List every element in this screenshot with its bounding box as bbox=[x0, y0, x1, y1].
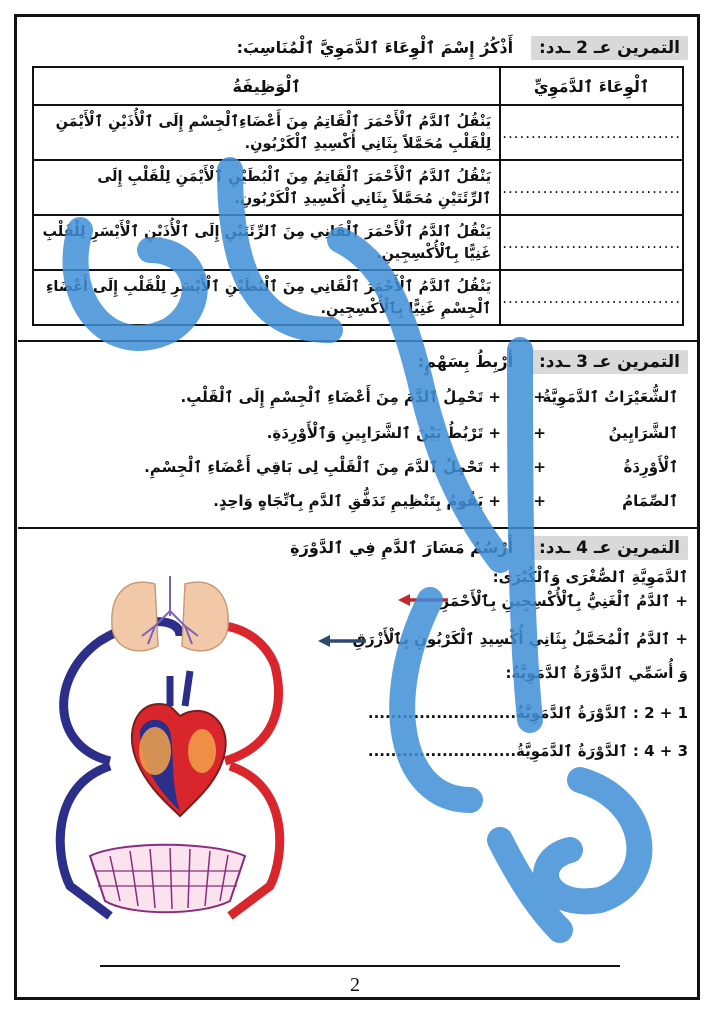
ex3-header bbox=[418, 352, 688, 372]
ex3-instruction: أَرْبِطُ بِسَهْمٍ: bbox=[417, 352, 514, 371]
match-row bbox=[30, 490, 686, 518]
match-row bbox=[30, 456, 686, 484]
ex3-label: التمرين عـ 3 ـدد: bbox=[531, 350, 688, 374]
vessels-table bbox=[32, 66, 684, 326]
ex2-instruction: أَذْكُرُ إِسْمَ ٱلْوِعَاءَ ٱلدَّمَوِيَّ ٱلْمُنَاسِبَ: bbox=[236, 38, 514, 57]
match-left-term: ٱلْأَوْرِدَةُ bbox=[623, 458, 678, 476]
circulation-diagram bbox=[30, 556, 300, 956]
match-left-plus[interactable]: + bbox=[533, 424, 546, 442]
red-arrow-icon bbox=[398, 593, 450, 607]
page-number: 2 bbox=[350, 974, 360, 996]
table-row bbox=[33, 105, 683, 160]
vessel-blank[interactable]: ............................... bbox=[500, 270, 683, 325]
table-row bbox=[33, 215, 683, 270]
section-divider bbox=[18, 527, 698, 529]
body-loop-red bbox=[230, 766, 280, 916]
lungs bbox=[112, 576, 228, 651]
blue-arrow-icon bbox=[318, 634, 368, 648]
table-row bbox=[33, 160, 683, 215]
heart bbox=[132, 671, 226, 816]
capillary-bed bbox=[90, 845, 245, 913]
col-function-header: ٱلْوَظِيفَةُ bbox=[33, 67, 500, 105]
match-right-definition: + تَحْمِلُ ٱلدَّمَ مِنَ ٱلْقَلْبِ لِى بَاقِي أَعْضَاءِ ٱلْجِسْمِ. bbox=[144, 458, 501, 476]
section-divider bbox=[18, 340, 698, 342]
match-left-term: ٱلشُّعَيْرَاتُ ٱلدَّمَوِيَّةُ bbox=[542, 388, 678, 406]
ex2-header bbox=[237, 38, 688, 58]
vessel-blank[interactable]: ............................... bbox=[500, 160, 683, 215]
blue-blood-legend: + ٱلدَّمُ ٱلْمُحَمَّلُ بِثَانِي أُكْسِيدِ ٱلْكَرْبُونِ بِٱلْأَزْرَقِ bbox=[352, 630, 688, 648]
vessel-blank[interactable]: ............................... bbox=[500, 215, 683, 270]
ex4-line2: ٱلدَّمَوِيَّةِ ٱلصُّغْرَى وَٱلْكُبْرَى: bbox=[492, 568, 688, 586]
match-right-definition: + تَرْبُطُ بَيْنَ ٱلشَّرَايِينِ وَٱلْأَوْرِدَةِ. bbox=[266, 424, 501, 442]
match-left-term: ٱلشَّرَايِينُ bbox=[608, 424, 678, 442]
function-text: يَنْقُلُ ٱلدَّمُ ٱلْأَحْمَرَ ٱلْقَاتِمُ مِنَ ٱلْبُطَيْنِ ٱلْأَيْمَنِ لِلْقَلْبِ إِلَى ٱلرِّئَتَيْنِ مُحَمَّلاً بِثَانِي أُكْسِيدِ ٱلْكَرْبُونِ. bbox=[33, 160, 500, 215]
red-blood-legend: + ٱلدَّمُ ٱلْغَنِيُّ بِٱلْأُكْسِجِينِ بِٱلْأَحْمَرِ bbox=[440, 592, 688, 610]
match-left-plus[interactable]: + bbox=[533, 458, 546, 476]
table-row bbox=[33, 270, 683, 325]
function-text: يَنْقُلُ ٱلدَّمُ ٱلْأَحْمَرَ ٱلْقَانِي مِنَ ٱلرِّئَتَيْنِ إِلَى ٱلْأُذَيْنِ ٱلْأَيْسَرِ لِلْقَلْبِ غَنِيًّا بِٱلْأُكْسِجِينِ. bbox=[33, 215, 500, 270]
match-left-term: ٱلصِّمَامُ bbox=[622, 492, 678, 510]
match-left-plus[interactable]: + bbox=[533, 492, 546, 510]
cycle-name-prompt: وَ أُسَمِّي ٱلدَّوْرَةُ ٱلدَّمَوِيَّةُ: bbox=[505, 664, 688, 682]
vessel-blank[interactable]: ............................... bbox=[500, 105, 683, 160]
match-row bbox=[30, 422, 686, 450]
match-right-definition: + يَقُومُ بِتَنْظِيمِ تَدَفُّقِ ٱلدَّمِ بِٱتِّجَاهٍ وَاحِدٍ. bbox=[213, 492, 501, 510]
match-row bbox=[30, 386, 686, 414]
function-text: يَنْقُلُ ٱلدَّمُ ٱلْأَحْمَرَ ٱلْقَاتِمُ مِنَ أَعْضَاءِٱلْجِسْمِ إِلَى ٱلْأُذَيْنِ ٱلْأَيْمَنِ لِلْقَلْبِ مُحَمَّلاً بِثَانِي أُكْسِيدِ ٱلْكَرْبُونِ. bbox=[33, 105, 500, 160]
function-text: يَنْقُلُ ٱلدَّمُ ٱلْأَحْمَرَ ٱلْقَانِي مِنَ ٱلْبُطَيْنِ ٱلْأَيْسَرِ لِلْقَلْبِ إِلَى أَعْضَاءِ ٱلْجِسْمِ غَنِيًّا بِٱلْأُكْسِجِينِ. bbox=[33, 270, 500, 325]
match-right-definition: + تَحْمِلُ ٱلدَّمَ مِنَ أَعْضَاءِ ٱلْجِسْمِ إِلَى ٱلْقَلْبِ. bbox=[180, 388, 501, 406]
ex4-instruction: أَرْسُمُ مَسَارَ ٱلدَّمِ فِي ٱلدَّوْرَةِ bbox=[290, 538, 514, 557]
ex4-header bbox=[290, 538, 688, 558]
col-vessel-header: ٱلْوِعَاءَ ٱلدَّمَوِيِّ bbox=[500, 67, 683, 105]
ex2-label: التمرين عـ 2 ـدد: bbox=[531, 36, 688, 60]
cycle-2-answer[interactable]: 3 + 4 : ٱلدَّوْرَةُ ٱلدَّمَوِيَّةُ.......................... bbox=[367, 742, 688, 760]
footer-rule bbox=[100, 965, 620, 967]
ex4-label: التمرين عـ 4 ـدد: bbox=[531, 536, 688, 560]
cycle-1-answer[interactable]: 1 + 2 : ٱلدَّوْرَةُ ٱلدَّمَوِيَّةُ.......................... bbox=[367, 704, 688, 722]
match-left-plus[interactable]: + bbox=[533, 388, 546, 406]
